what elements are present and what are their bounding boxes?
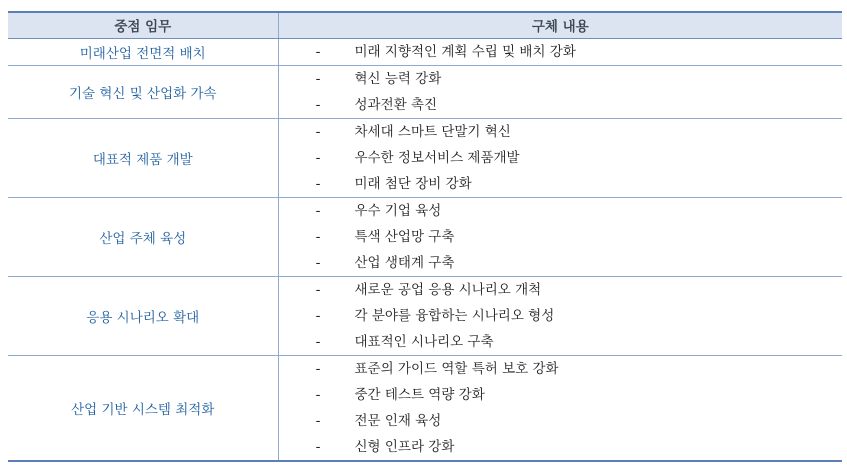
detail-text: 우수 기업 육성 (354, 202, 442, 219)
detail-text: 신형 인프라 강화 (354, 438, 455, 455)
list-item (279, 250, 843, 276)
mission-details (278, 197, 842, 276)
bullet-dash: - (315, 333, 321, 350)
detail-text: 새로운 공업 응용 시나리오 개척 (354, 281, 542, 298)
detail-text: 대표적인 시나리오 구축 (354, 333, 494, 350)
mission-table (8, 11, 842, 462)
list-item (279, 145, 843, 171)
table-row (8, 65, 842, 118)
bullet-dash: - (315, 386, 321, 403)
detail-text: 미래 첨단 장비 강화 (354, 175, 472, 192)
list-item (279, 224, 843, 250)
bullet-dash: - (315, 228, 321, 245)
list-item (279, 66, 843, 92)
list-item (279, 171, 843, 197)
mission-details (278, 38, 842, 65)
mission-details (278, 118, 842, 197)
detail-text: 산업 생태계 구축 (354, 254, 455, 271)
mission-area: 미래산업 전면적 배치 (8, 38, 278, 65)
bullet-dash: - (315, 175, 321, 192)
bullet-dash: - (315, 307, 321, 324)
list-item (279, 356, 843, 382)
detail-text: 표준의 가이드 역할 특허 보호 강화 (354, 360, 559, 377)
list-item (279, 434, 843, 460)
mission-area: 응용 시나리오 확대 (8, 276, 278, 355)
bullet-dash: - (315, 43, 321, 60)
table-row (8, 355, 842, 461)
table-header-row (8, 12, 842, 38)
bullet-dash: - (315, 70, 321, 87)
mission-details (278, 276, 842, 355)
detail-list (279, 356, 843, 460)
detail-list (279, 39, 843, 65)
detail-text: 우수한 정보서비스 제품개발 (354, 149, 520, 166)
mission-area: 대표적 제품 개발 (8, 118, 278, 197)
table-row (8, 197, 842, 276)
bullet-dash: - (315, 123, 321, 140)
list-item (279, 198, 843, 224)
bullet-dash: - (315, 96, 321, 113)
detail-text: 전문 인재 육성 (354, 412, 442, 429)
mission-area: 기술 혁신 및 산업화 가속 (8, 65, 278, 118)
detail-text: 성과전환 촉진 (354, 96, 438, 113)
detail-text: 중간 테스트 역량 강화 (354, 386, 485, 403)
table-body (8, 38, 842, 461)
table-row (8, 118, 842, 197)
detail-text: 각 분야를 융합하는 시나리오 형성 (354, 307, 555, 324)
list-item (279, 382, 843, 408)
bullet-dash: - (315, 149, 321, 166)
detail-text: 미래 지향적인 계획 수립 및 배치 강화 (354, 43, 576, 60)
detail-text: 혁신 능력 강화 (354, 70, 442, 87)
list-item (279, 119, 843, 145)
bullet-dash: - (315, 412, 321, 429)
header-details: 구체 내용 (278, 12, 842, 38)
list-item (279, 277, 843, 303)
list-item (279, 329, 843, 355)
table-row (8, 276, 842, 355)
detail-list (279, 277, 843, 355)
bullet-dash: - (315, 281, 321, 298)
bullet-dash: - (315, 254, 321, 271)
detail-list (279, 198, 843, 276)
list-item (279, 303, 843, 329)
header-key-mission: 중점 임무 (8, 12, 278, 38)
mission-details (278, 65, 842, 118)
detail-text: 차세대 스마트 단말기 혁신 (354, 123, 511, 140)
detail-list (279, 119, 843, 197)
bullet-dash: - (315, 202, 321, 219)
list-item (279, 39, 843, 65)
mission-area: 산업 주체 육성 (8, 197, 278, 276)
list-item (279, 408, 843, 434)
table-row (8, 38, 842, 65)
bullet-dash: - (315, 438, 321, 455)
detail-list (279, 66, 843, 118)
mission-details (278, 355, 842, 461)
list-item (279, 92, 843, 118)
mission-area: 산업 기반 시스템 최적화 (8, 355, 278, 461)
bullet-dash: - (315, 360, 321, 377)
detail-text: 특색 산업망 구축 (354, 228, 455, 245)
